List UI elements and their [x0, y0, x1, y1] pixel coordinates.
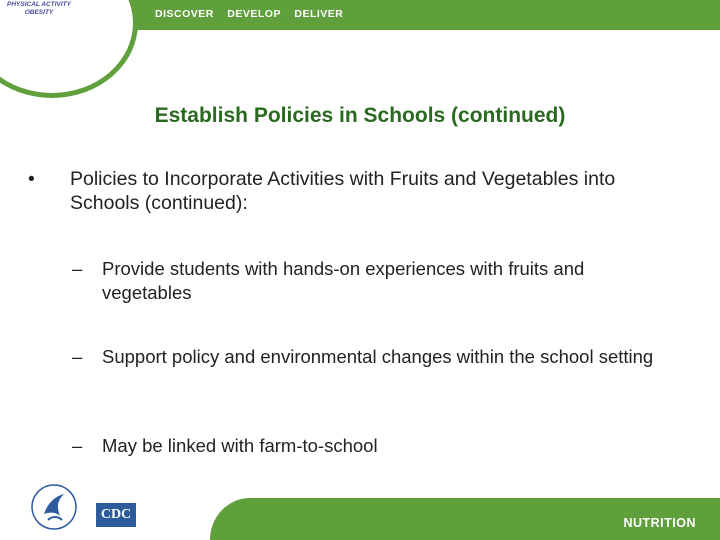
slide-title: Establish Policies in Schools (continued)	[154, 104, 566, 127]
sub-bullet-marker: –	[72, 258, 83, 279]
footer-band	[0, 510, 720, 540]
tagline-develop: DEVELOP	[227, 8, 281, 20]
tagline-discover: DISCOVER	[155, 8, 214, 20]
logo-line-obesity: OBESITY	[24, 9, 54, 16]
header-taglines	[155, 8, 353, 24]
logo-text	[2, 0, 76, 17]
bullet-text: Policies to Incorporate Activities with Fruits and Vegetables into Schools (continued):	[70, 168, 616, 214]
sub-bullet-marker: –	[72, 346, 83, 367]
footer-green-bar	[210, 498, 720, 540]
program-logo	[0, 0, 138, 98]
sub-bullet-text: May be linked with farm-to-school	[102, 435, 378, 456]
tagline-deliver: DELIVER	[294, 8, 344, 20]
logo-line-physical-activity: PHYSICAL ACTIVITY	[7, 1, 71, 8]
cdc-logo: CDC	[96, 503, 136, 527]
sub-bullet-text: Support policy and environmental changes within the school setting	[102, 346, 654, 367]
bullet-marker: •	[28, 168, 35, 190]
footer-label: NUTRITION	[623, 516, 696, 530]
sub-bullet-marker: –	[72, 435, 83, 456]
sub-bullet-text: Provide students with hands-on experiences with fruits and vegetables	[102, 258, 585, 303]
